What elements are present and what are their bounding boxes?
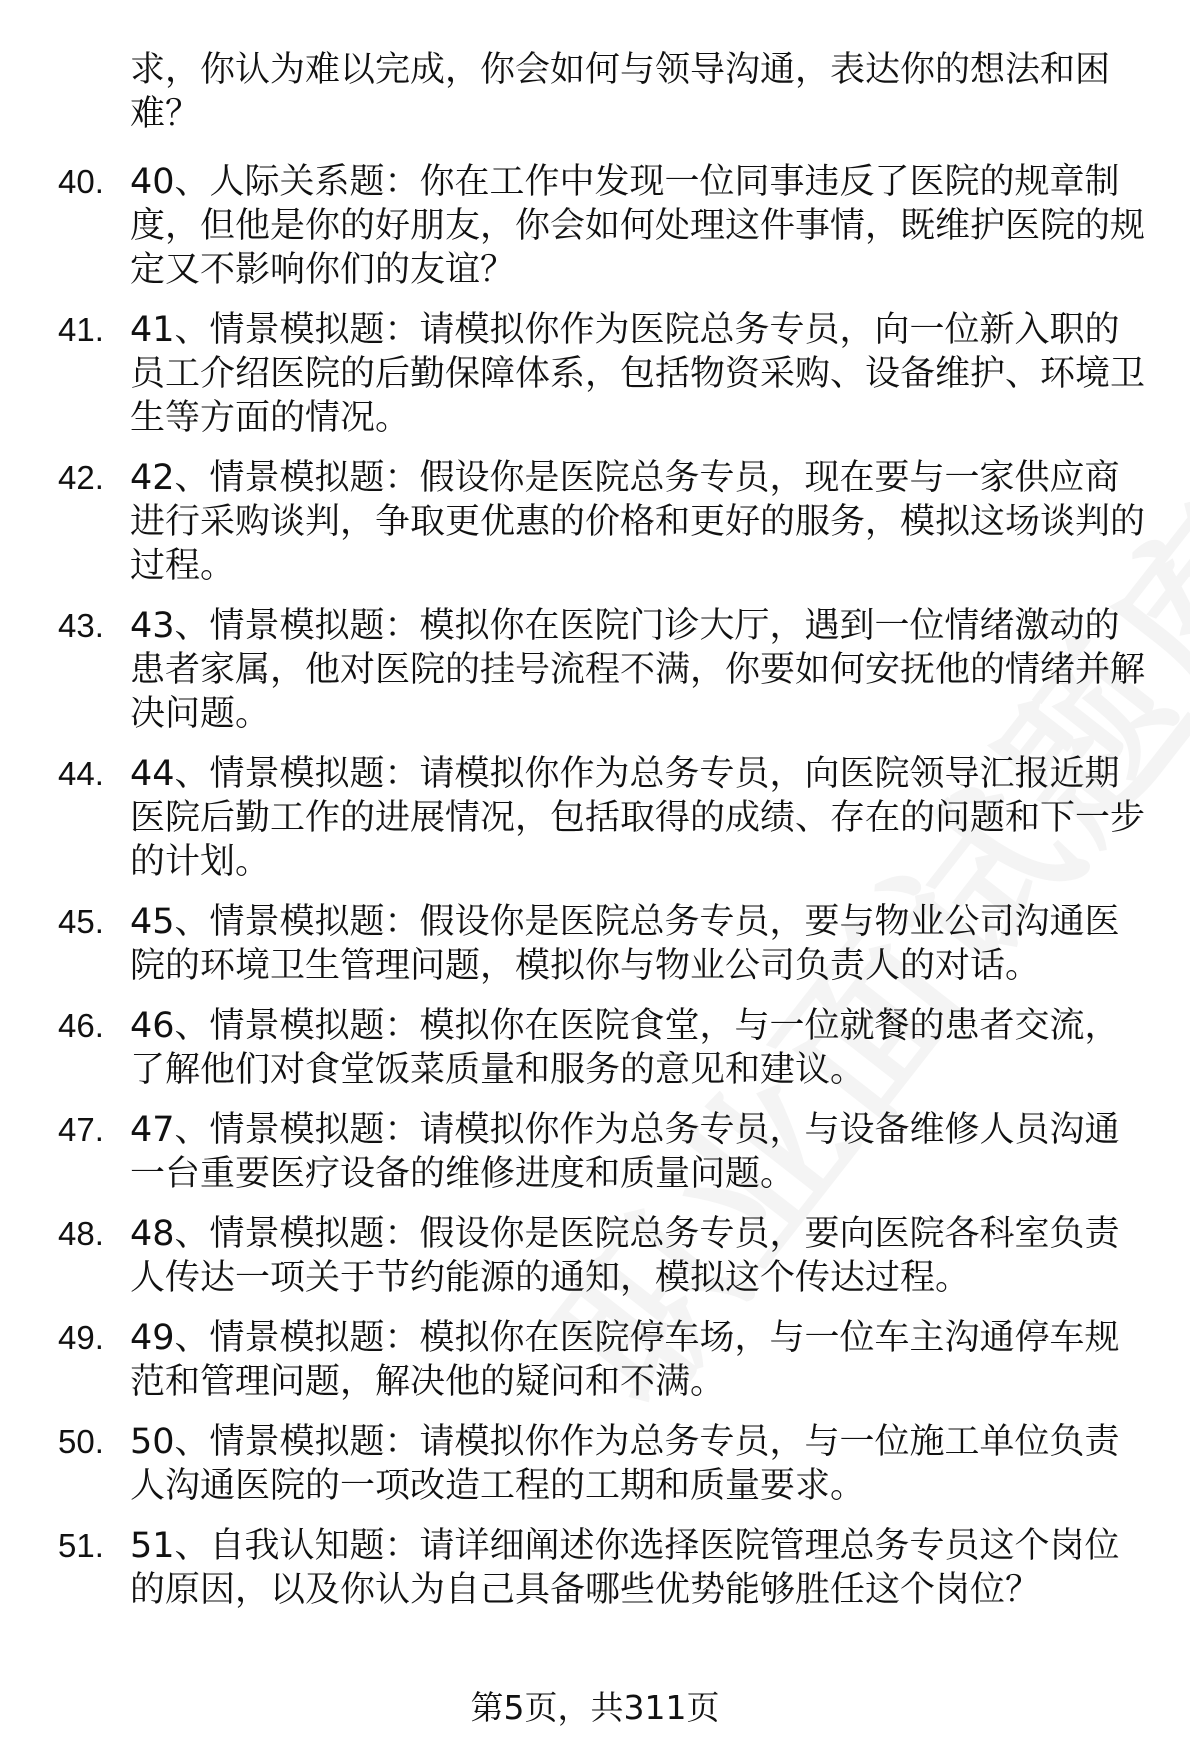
question-text: 42、情景模拟题：假设你是医院总务专员，现在要与一家供应商进行采购谈判，争取更优惠的价格和更好的服务，模拟这场谈判的过程。 [130,458,1146,586]
question-text: 47、情景模拟题：请模拟你作为总务专员，与设备维修人员沟通一台重要医疗设备的维修进度和质量问题。 [130,1110,1120,1194]
continuation-paragraph: 求，你认为难以完成，你会如何与领导沟通，表达你的想法和困难？ [130,50,1111,134]
question-item [0,1524,1190,1612]
question-text: 51、自我认知题：请详细阐述你选择医院管理总务专员这个岗位的原因，以及你认为自己具备哪些优势能够胜任这个岗位？ [130,1526,1120,1610]
question-text: 45、情景模拟题：假设你是医院总务专员，要与物业公司沟通医院的环境卫生管理问题，模拟你与物业公司负责人的对话。 [130,902,1120,986]
question-list [0,160,1190,1628]
question-number: 46. [58,1007,104,1044]
question-number: 42. [58,459,104,496]
question-number: 47. [58,1111,104,1148]
question-number: 43. [58,607,104,644]
question-item [0,1420,1190,1508]
question-item [0,752,1190,884]
question-number: 45. [58,903,104,940]
question-item [0,900,1190,988]
question-text: 41、情景模拟题：请模拟你作为医院总务专员，向一位新入职的员工介绍医院的后勤保障体系，包括物资采购、设备维护、环境卫生等方面的情况。 [130,310,1146,438]
question-item [0,604,1190,736]
question-number: 48. [58,1215,104,1252]
question-text: 49、情景模拟题：模拟你在医院停车场，与一位车主沟通停车规范和管理问题，解决他的疑问和不满。 [130,1318,1120,1402]
question-text: 43、情景模拟题：模拟你在医院门诊大厅，遇到一位情绪激动的患者家属，他对医院的挂号流程不满，你要如何安抚他的情绪并解决问题。 [130,606,1146,734]
question-number: 41. [58,311,104,348]
question-text: 44、情景模拟题：请模拟你作为总务专员，向医院领导汇报近期医院后勤工作的进展情况，包括取得的成绩、存在的问题和下一步的计划。 [130,754,1146,882]
question-text: 40、人际关系题：你在工作中发现一位同事违反了医院的规章制度，但他是你的好朋友，你会如何处理这件事情，既维护医院的规定又不影响你们的友谊？ [130,162,1146,290]
question-number: 44. [58,755,104,792]
question-text: 46、情景模拟题：模拟你在医院食堂，与一位就餐的患者交流，了解他们对食堂饭菜质量和服务的意见和建议。 [130,1006,1120,1090]
question-text: 50、情景模拟题：请模拟你作为总务专员，与一位施工单位负责人沟通医院的一项改造工程的工期和质量要求。 [130,1422,1120,1506]
question-item [0,1108,1190,1196]
question-item [0,1316,1190,1404]
question-item [0,456,1190,588]
page-footer: 第5页，共311页 [470,1688,720,1727]
question-item [0,1004,1190,1092]
question-number: 49. [58,1319,104,1356]
question-text: 48、情景模拟题：假设你是医院总务专员，要向医院各科室负责人传达一项关于节约能源的通知，模拟这个传达过程。 [130,1214,1120,1298]
question-item [0,308,1190,440]
question-item [0,1212,1190,1300]
question-number: 50. [58,1423,104,1460]
question-item [0,160,1190,292]
question-number: 40. [58,163,104,200]
question-number: 51. [58,1527,104,1564]
